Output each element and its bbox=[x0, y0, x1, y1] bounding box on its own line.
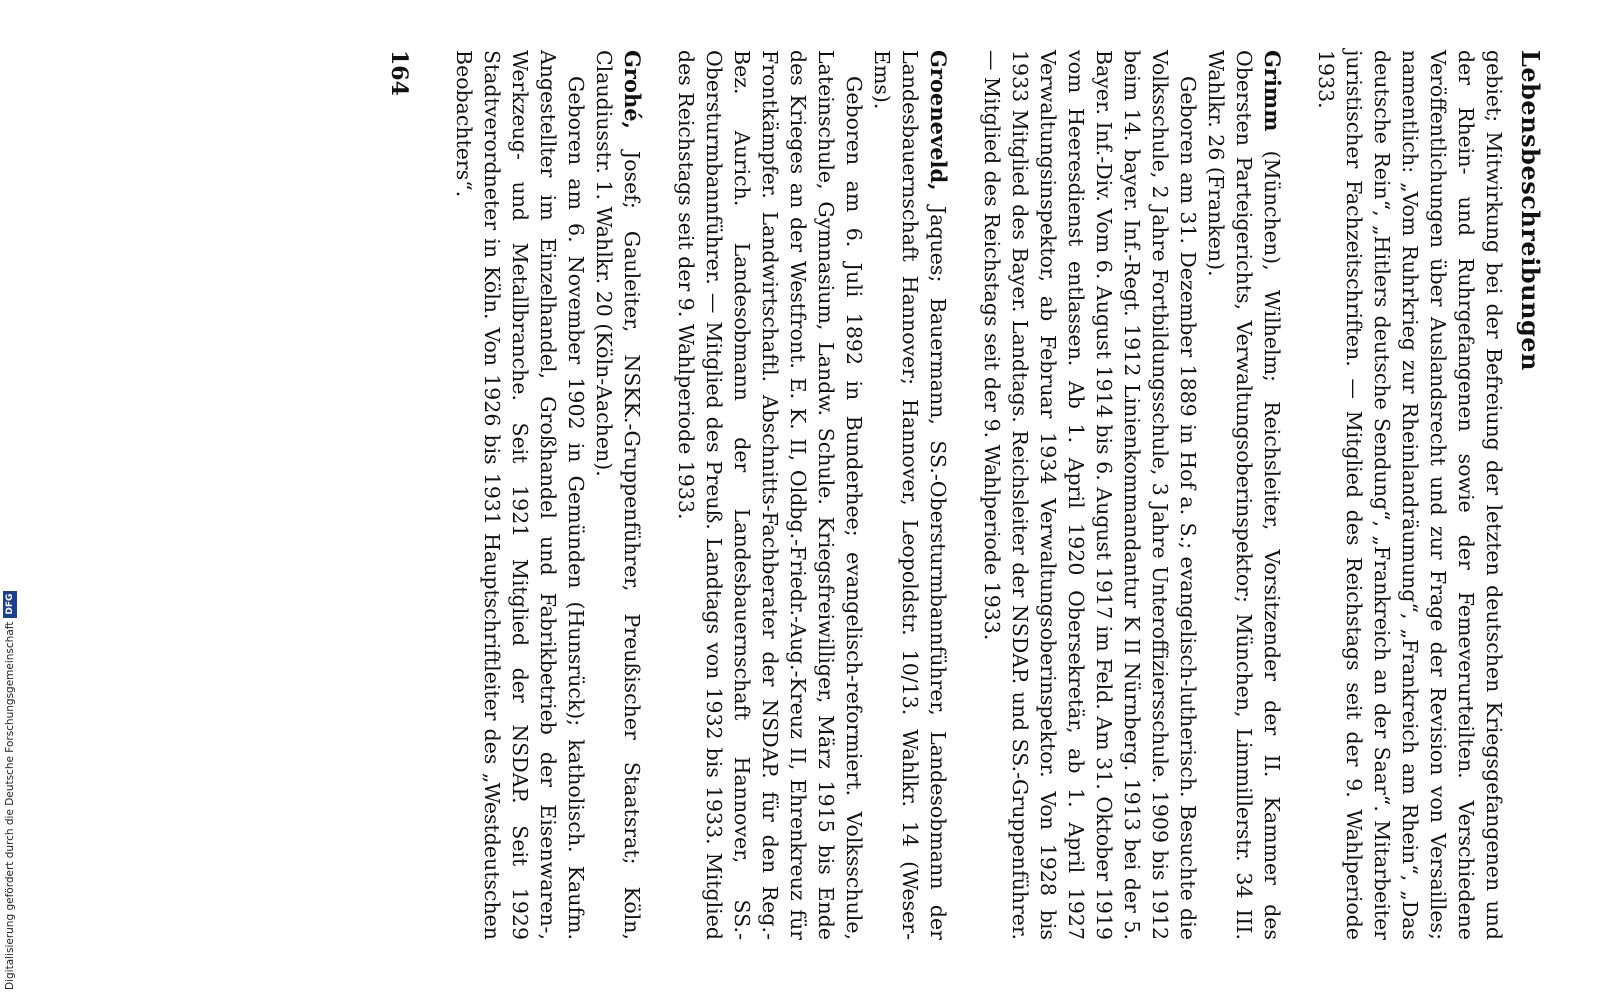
footer-text: Digitalisierung gefördert durch die Deutsche Forschungsgemeinschaft bbox=[4, 621, 16, 990]
biography-entry-grohe bbox=[450, 50, 646, 940]
biography-entry-groeneveld bbox=[672, 50, 952, 940]
entry-heading bbox=[1202, 50, 1286, 940]
entry-heading bbox=[868, 50, 952, 940]
digitization-footer bbox=[2, 370, 18, 990]
biography-entry-grimm bbox=[978, 50, 1286, 940]
page-number: 164 bbox=[386, 50, 412, 96]
entry-intro: Josef; Gauleiter, NSKK.-Gruppenführer, Preußischer Staatsrat; Köln, Claudiusstr. 1. Wahlkr. 20 (Köln-Aachen). bbox=[592, 50, 644, 940]
entry-name: Grimm bbox=[1260, 50, 1285, 132]
entry-intro: (München), Wilhelm; Reichsleiter, Vorsitzender der II. Kammer des Obersten Parteigerichts, Verwaltungsoberinspektor; München, Limmillerstr. 34 III. Wahlkr. 26 (Franken). bbox=[1204, 50, 1284, 940]
entry-name: Grohé, bbox=[620, 50, 645, 129]
entry-body: Geboren am 31. Dezember 1889 in Hof a. S.; evangelisch-lutherisch. Besuchte die Volksschule, 2 Jahre Fortbildungsschule, 3 Jahre Unteroffiziersschule. 1909 bis 1912 beim 14. bayer. Inf.-Regt. 1912 Linienkommandantur K II Nürnberg. 1913 bei der 5. Bayer. Inf.-Div. Vom 6. August 1914 bis 6. August 1917 im Feld. Am 31. Oktober 1919 vom Heeresdienst entlassen. Ab 1. April 1920 Obersekretär, ab 1. April 1927 Verwaltungsinspektor, ab Februar 1934 Verwaltungsoberinspektor. Von 1928 bis 1933 Mitglied des Bayer. Landtags. Reichsleiter der NSDAP. und SS.-Gruppenführer. — Mitglied des Reichstags seit der 9. Wahlperiode 1933. bbox=[980, 50, 1200, 940]
entry-name: Groeneveld, bbox=[926, 50, 951, 191]
entry-body: Geboren am 6. November 1902 in Gemünden (Hunsrück); katholisch. Kaufm. Angestellter im Einzelhandel, Großhandel und Fabrikbetrieb der Eisenwaren-, Werkzeug- und Metallbranche. Seit 1921 Mitglied der NSDAP. Seit 1929 Stadtverordneter in Köln. Von 1926 bis 1931 Hauptschriftleiter des „Westdeutschen Beobachters“. bbox=[452, 50, 588, 940]
continuation-paragraph: gebiet; Mitwirkung bei der Befreiung der letzten deutschen Kriegsgefangenen und der Rhein- und Ruhrgefangenen sowie der Femeverurteilten. Verschiedene Veröffentlichungen über Auslandsrecht und zur Frage der Revision von Versailles; namentlich: „Vom Ruhrkrieg zur Rheinlandräumung“, „Frankreich am Rhein“, „Das deutsche Rein“, „Hitlers deutsche Sendung“, „Frankreich an der Saar“. Mitarbeiter juristischer Fachzeitschriften. — Mitglied des Reichstags seit der 9. Wahlperiode 1933. bbox=[1314, 50, 1506, 940]
dfg-logo-icon: DFG bbox=[3, 591, 17, 618]
entry-body: Geboren am 6. Juli 1892 in Bunderhee; evangelisch-reformiert. Volksschule, Lateinschule, Gymnasium, Landw. Schule. Kriegsfreiwilliger, März 1915 bis Ende des Krieges an der Westfront. E. K. II, Oldbg.-Friedr.-Aug.-Kreuz II, Ehrenkreuz für Frontkämpfer. Landwirtschaftl. Abschnitts-Fachberater der NSDAP. für den Reg.-Bez. Aurich. Landesobmann der Landesbauernschaft Hannover, SS.-Obersturmbannführer. — Mitglied des Preuß. Landtags von 1932 bis 1933. Mitglied des Reichstags seit der 9. Wahlperiode 1933. bbox=[674, 50, 866, 940]
rotated-page-content bbox=[65, 50, 1545, 940]
entry-heading bbox=[590, 50, 646, 940]
entry-intro: Jaques; Bauermann, SS.-Obersturmbannführer, Landesobmann der Landesbauernschaft Hannover; Hannover, Leopoldstr. 10/13. Wahlkr. 14 (Weser-Ems). bbox=[870, 50, 950, 940]
running-title: Lebensbeschreibungen bbox=[1516, 50, 1545, 371]
